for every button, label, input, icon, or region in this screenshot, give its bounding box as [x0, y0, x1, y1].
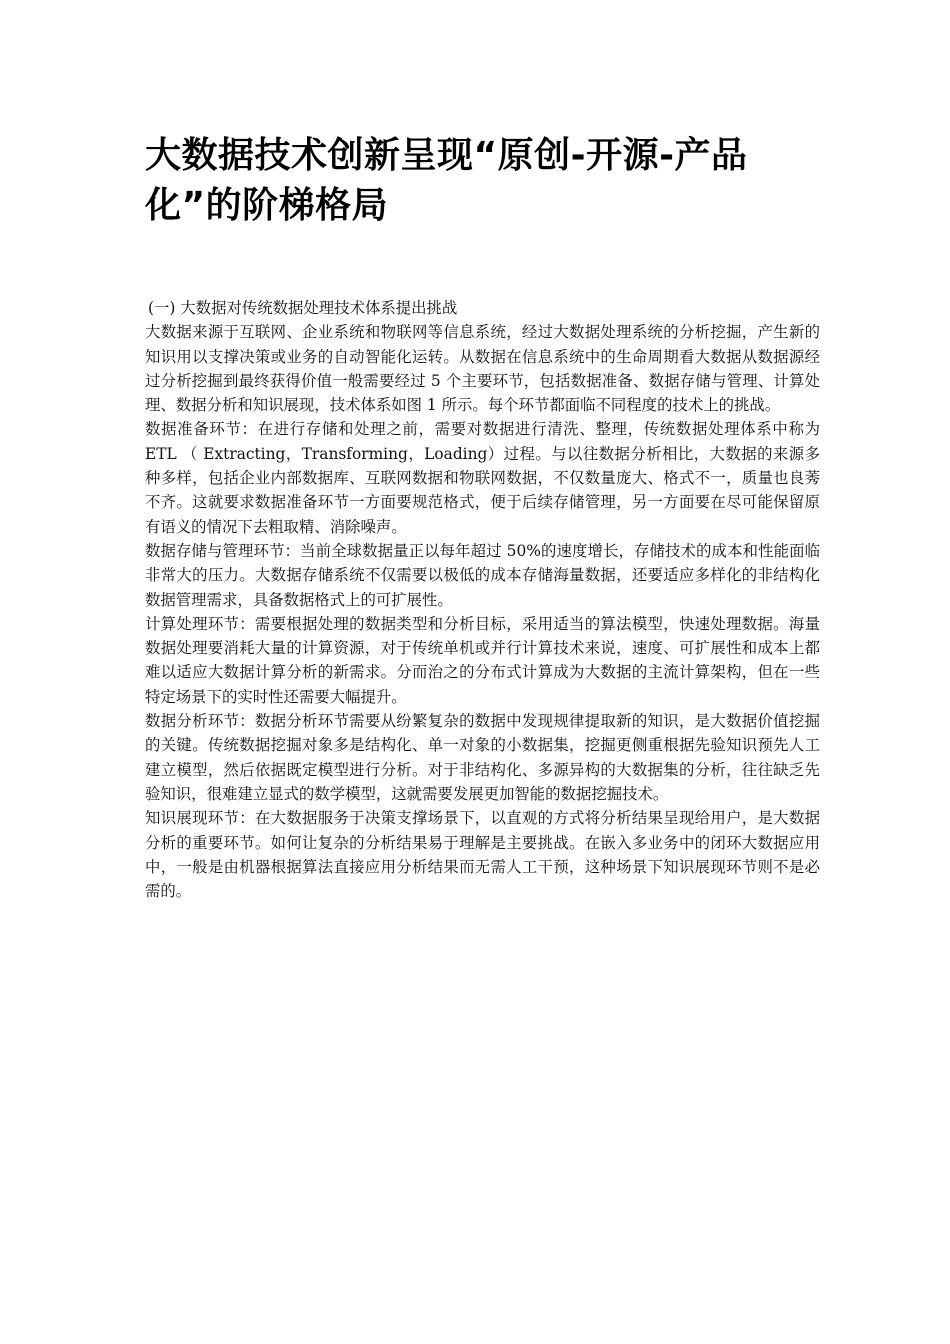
section-heading: (一) 大数据对传统数据处理技术体系提出挑战 — [148, 299, 458, 317]
paragraph-computation: 计算处理环节：需要根据处理的数据类型和分析目标，采用适当的算法模型，快速处理数据。海量数据处理要消耗大量的计算资源，对于传统单机或并行计算技术来说，速度、可扩展性和成本上都难以适应大数据计算分析的新需求。分而治之的分布式计算成为大数据的主流计算架构，但在一些特定场景下的实时性还需要大幅提升。 — [145, 614, 820, 706]
document-body — [145, 296, 820, 903]
paragraph-data-preparation: 数据准备环节：在进行存储和处理之前，需要对数据进行清洗、整理，传统数据处理体系中称为 ETL （ Extracting，Transforming，Loading）过程。与以往数据分析相比，大数据的来源多种多样，包括企业内部数据库、互联网数据和物联网数据，不仅数量庞大、格式不一，质量也良莠不齐。这就要求数据准备环节一方面要规范格式，便于后续存储管理，另一方面要在尽可能保留原有语义的情况下去粗取精、消除噪声。 — [145, 420, 820, 536]
document-title: 大数据技术创新呈现“原创-开源-产品化”的阶梯格局 — [145, 135, 748, 226]
paragraph-data-analysis: 数据分析环节：数据分析环节需要从纷繁复杂的数据中发现规律提取新的知识，是大数据价值挖掘的关键。传统数据挖掘对象多是结构化、单一对象的小数据集，挖掘更侧重根据先验知识预先人工建立模型，然后依据既定模型进行分析。对于非结构化、多源异构的大数据集的分析，往往缺乏先验知识，很难建立显式的数学模型，这就需要发展更加智能的数据挖掘技术。 — [145, 712, 820, 803]
paragraph-intro: 大数据来源于互联网、企业系统和物联网等信息系统，经过大数据处理系统的分析挖掘，产生新的知识用以支撑决策或业务的自动智能化运转。从数据在信息系统中的生命周期看大数据从数据源经过分析挖掘到最终获得价值一般需要经过 5 个主要环节，包括数据准备、数据存储与管理、计算处理、数据分析和知识展现，技术体系如图 1 所示。每个环节都面临不同程度的技术上的挑战。 — [145, 323, 820, 415]
paragraph-knowledge-presentation: 知识展现环节：在大数据服务于决策支撑场景下，以直观的方式将分析结果呈现给用户，是大数据分析的重要环节。如何让复杂的分析结果易于理解是主要挑战。在嵌入多业务中的闭环大数据应用中，一般是由机器根据算法直接应用分析结果而无需人工干预，这种场景下知识展现环节则不是必需的。 — [145, 809, 820, 901]
paragraph-data-storage: 数据存储与管理环节：当前全球数据量正以每年超过 50%的速度增长，存储技术的成本和性能面临非常大的压力。大数据存储系统不仅需要以极低的成本存储海量数据，还要适应多样化的非结构化数据管理需求，具备数据格式上的可扩展性。 — [145, 541, 820, 609]
